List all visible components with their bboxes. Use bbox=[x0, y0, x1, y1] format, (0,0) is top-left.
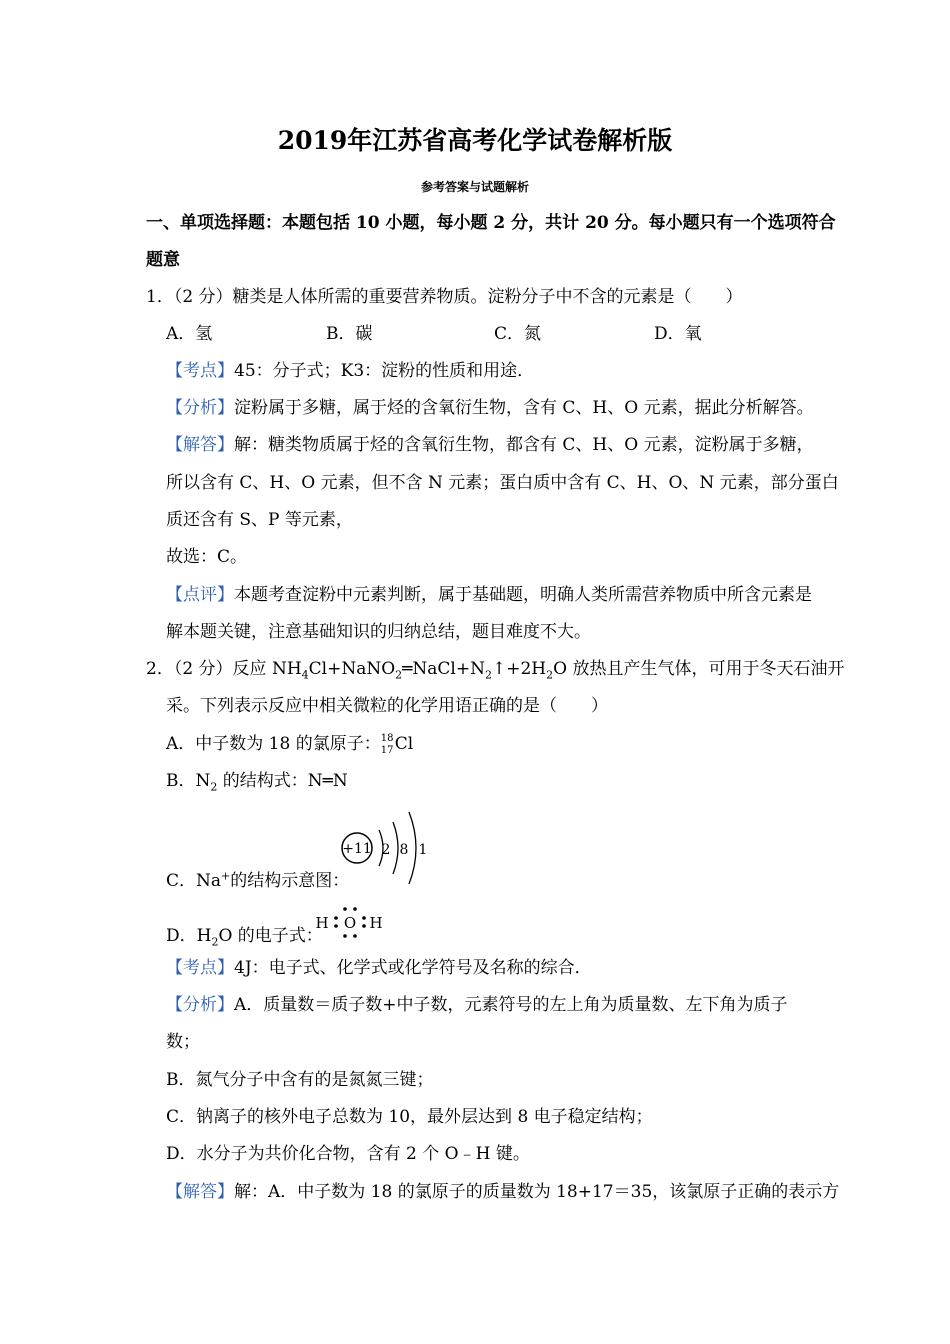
shell-count-3: 1 bbox=[418, 842, 428, 858]
q2-jieda bbox=[166, 1181, 839, 1203]
q1-jieda bbox=[166, 434, 814, 456]
fenxi-text: A．质量数＝质子数+中子数，元素符号的左上角为质量数、左下角为质子 bbox=[234, 995, 788, 1015]
page-subtitle: 参考答案与试题解析 bbox=[420, 180, 529, 194]
jieda-tag: 【解答】 bbox=[166, 435, 234, 455]
q1-option-a: A．氢 bbox=[166, 324, 213, 344]
page-title: 2019年江苏省高考化学试卷解析版 bbox=[277, 126, 673, 155]
shell-arc-3 bbox=[409, 812, 416, 884]
q2-option-a: A．中子数为 18 的氯原子： 18 17 Cl bbox=[166, 732, 414, 756]
fenxi-text: 淀粉属于多糖，属于烃的含氧衍生物，含有 C、H、O 元素，据此分析解答。 bbox=[234, 398, 814, 418]
hydrogen-right: H bbox=[369, 914, 383, 932]
kaodian-text: 4J：电子式、化学式或化学符号及名称的综合． bbox=[234, 958, 592, 978]
shell-count-1: 2 bbox=[381, 842, 391, 858]
jieda-tag: 【解答】 bbox=[166, 1182, 234, 1202]
q2-fenxi-c: C．钠离子的核外电子总数为 10，最外层达到 8 电子稳定结构； bbox=[166, 1107, 653, 1127]
jieda-text: 解：糖类物质属于烃的含氧衍生物，都含有 C、H、O 元素，淀粉属于多糖， bbox=[234, 435, 814, 455]
q1-answer: 故选：C。 bbox=[166, 547, 248, 567]
fenxi-tag: 【分析】 bbox=[166, 398, 234, 418]
q1-fenxi bbox=[166, 397, 814, 419]
q1-dianping bbox=[166, 584, 812, 606]
shell-count-2: 8 bbox=[399, 842, 409, 858]
q2-option-b: B．$N_2$ 的结构式：N═N bbox=[166, 771, 348, 794]
section-heading: 一、单项选择题：本题包括 10 小题，每小题 2 分，共计 20 分。每小题只有一个选项符合 bbox=[146, 213, 836, 233]
dianping-tag: 【点评】 bbox=[166, 585, 234, 605]
shell-arc-2 bbox=[393, 822, 398, 874]
q2-option-d: D．$H_2O$ 的电子式： bbox=[166, 926, 323, 949]
q2-fenxi-d: D．水分子为共价化合物，含有 2 个 O﹣H 键。 bbox=[166, 1144, 530, 1164]
q1-kaodian bbox=[166, 360, 534, 382]
q1-option-d: D．氧 bbox=[654, 324, 702, 344]
section-heading-cont: 题意 bbox=[146, 250, 180, 270]
q1-option-b: B．碳 bbox=[326, 324, 373, 344]
q2-stem: 2．（2 分）反应 $NH_4Cl+NaNO_2═NaCl+N_2↑+2H_2O$ 放热且产生气体，可用于冬天石油开 bbox=[146, 659, 845, 682]
q1-option-c: C．氮 bbox=[494, 324, 542, 344]
q2-stem-line2: 采。下列表示反应中相关微粒的化学用语正确的是（ ） bbox=[166, 696, 608, 716]
q1-jieda-line2: 所以含有 C、H、O 元素，但不含 N 元素；蛋白质中含有 C、H、O、N 元素，部分蛋白 bbox=[166, 473, 839, 493]
q2-fenxi-b: B．氮气分子中含有的是氮氮三键； bbox=[166, 1070, 434, 1090]
dianping-text: 本题考查淀粉中元素判断，属于基础题，明确人类所需营养物质中所含元素是 bbox=[234, 585, 812, 605]
kaodian-tag: 【考点】 bbox=[166, 361, 234, 381]
fenxi-tag: 【分析】 bbox=[166, 995, 234, 1015]
kaodian-text: 45：分子式；K3：淀粉的性质和用途． bbox=[234, 361, 535, 381]
q2-fenxi bbox=[166, 994, 788, 1016]
jieda-text: 解：A．中子数为 18 的氯原子的质量数为 18+17＝35，该氯原子正确的表示方 bbox=[234, 1182, 840, 1202]
isotope-notation: 18 17 bbox=[380, 732, 394, 756]
q1-stem: 1．（2 分）糖类是人体所需的重要营养物质。淀粉分子中不含的元素是（ ） bbox=[146, 287, 743, 307]
oxygen-center: O bbox=[343, 914, 357, 932]
hydrogen-left: H bbox=[315, 914, 329, 932]
kaodian-tag: 【考点】 bbox=[166, 958, 234, 978]
sodium-ion-structure-diagram bbox=[335, 808, 445, 886]
nucleus-charge: +11 bbox=[342, 841, 372, 857]
q2-kaodian bbox=[166, 957, 592, 979]
q1-dianping-line2: 解本题关键，注意基础知识的归纳总结，题目难度不大。 bbox=[166, 622, 591, 642]
q2-fenxi-line2: 数； bbox=[166, 1032, 200, 1052]
water-electron-dot-diagram bbox=[314, 904, 386, 940]
q1-jieda-line3: 质还含有 S、P 等元素， bbox=[166, 510, 353, 530]
q2-option-c: C．Na+的结构示意图： bbox=[166, 869, 350, 891]
